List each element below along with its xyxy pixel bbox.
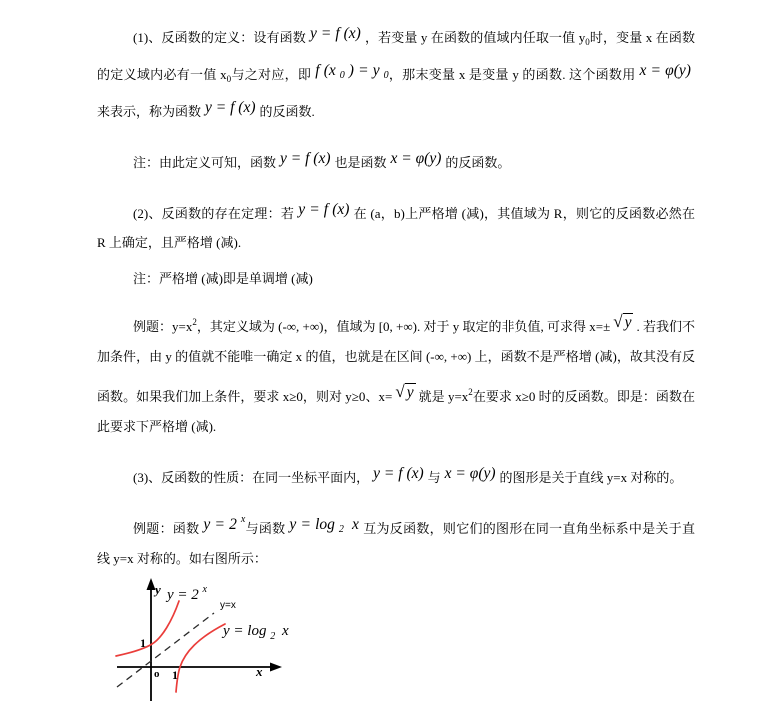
monotonic-note	[97, 264, 695, 294]
text-run: 时，变量 x 在函数的定义域内必有一值 x	[97, 30, 695, 82]
y-tick-label: 1	[140, 636, 146, 651]
text-run: (2)、反函数的存在定理：若	[133, 205, 295, 221]
radicand: y	[624, 314, 632, 332]
math-superscript: x	[240, 513, 246, 525]
subscript-run: 0	[585, 37, 590, 47]
math-run: ) = y	[348, 61, 380, 79]
math-run: f (x	[315, 61, 336, 79]
text-run: 的反函数。	[445, 154, 511, 170]
x-axis-label: x	[256, 664, 263, 680]
math-run: y = f (x)	[373, 464, 424, 482]
text-run: 例题：函数	[133, 520, 200, 536]
text-run: 来表示，称为函数	[97, 103, 202, 119]
text-run: 也是函数	[334, 154, 387, 170]
x-axis-arrow-icon	[270, 663, 282, 672]
math-run: x	[347, 515, 359, 533]
text-run: 的反函数.	[259, 103, 315, 119]
text-run: 互为反函数，则它们的图形在同一直角坐标系中是关于直线 y=x 对称的。如右图所示：	[97, 520, 695, 566]
log-curve	[176, 624, 225, 692]
inverse-function-figure	[110, 577, 695, 722]
y-axis-label: y	[155, 582, 161, 598]
identity-line-label: y=x	[220, 600, 236, 612]
text-run: 注：由此定义可知，函数	[133, 154, 277, 170]
sqrt-expression	[392, 384, 418, 401]
text-run: . 若我们不加条件，由 y 的值就不能唯一确定 x 的值，也就是在区间 (-∞, +∞) 上，函数不是严格增 (减)，故其没有反函数。如果我们加上条件，要求 x≥0，则对 y≥0、x=	[97, 319, 695, 405]
definition-paragraph	[97, 16, 695, 127]
math-run: y = 2	[203, 515, 237, 533]
exponential-curve	[116, 601, 179, 656]
text-run: 在 (a，b)上严格增 (减)，其值域为 R，则它的反函数必然在 R 上确定，且严格增 (减).	[97, 205, 695, 251]
radicand: y	[406, 384, 414, 402]
log-curve-label: y = log $_2$ x	[223, 623, 289, 643]
math-subscript: 0	[383, 69, 389, 81]
property-paragraph	[97, 456, 695, 493]
text-run: ，若变量 y 在函数的值域内任取一值 y	[364, 30, 586, 45]
math-subscript: 0	[339, 69, 345, 81]
text-run: (3)、反函数的性质：在同一坐标平面内，	[133, 469, 370, 485]
sqrt-expression	[610, 314, 636, 331]
text-run: 与函数	[245, 520, 286, 536]
text-run: 与之对应，即	[231, 66, 312, 82]
document-body	[97, 16, 695, 573]
text-run: 注：严格增 (减)即是单调增 (减)	[133, 271, 313, 287]
text-run: ，那末变量 x 是变量 y 的函数. 这个函数用	[388, 66, 636, 82]
text-run: 在要求 x≥0 时的反函数。即是：函数在此要求下严格增 (减).	[97, 389, 695, 434]
text-run: (1)、反函数的定义：设有函数	[133, 30, 306, 45]
math-subscript: 2	[338, 523, 344, 535]
math-run: x = φ(y)	[444, 464, 496, 482]
inverse-function-graph	[110, 577, 315, 717]
superscript-run: 2	[192, 317, 197, 328]
subscript-run: 0	[226, 73, 232, 84]
math-run: y = f (x)	[309, 25, 361, 42]
example-square-function	[97, 302, 695, 442]
math-run: y = f (x)	[205, 98, 256, 116]
superscript-run: 2	[468, 387, 473, 398]
origin-label: o	[154, 668, 160, 681]
radical-sign: √	[395, 382, 405, 402]
identity-line	[117, 613, 214, 687]
example-exp-log	[97, 507, 695, 574]
exp-curve-label: y = 2 $^x$	[167, 584, 207, 604]
existence-theorem-paragraph	[97, 192, 695, 259]
x-tick-label: 1	[172, 668, 178, 683]
text-run: 就是 y=x	[418, 389, 469, 405]
math-run: x = φ(y)	[390, 149, 442, 167]
math-run: y = f (x)	[280, 149, 331, 167]
definition-note	[97, 141, 695, 178]
text-run: 的图形是关于直线 y=x 对称的。	[499, 469, 683, 485]
math-run: x = φ(y)	[639, 61, 691, 79]
radical-sign: √	[613, 312, 623, 332]
text-run: ，其定义域为 (-∞, +∞)，值域为 [0, +∞). 对于 y 取定的非负值, 可求得 x=±	[196, 319, 611, 335]
text-run: 例题：y=x	[133, 319, 193, 335]
math-run: y = f (x)	[298, 200, 350, 218]
text-run: 与	[427, 469, 441, 485]
math-run: y = log	[289, 515, 335, 533]
